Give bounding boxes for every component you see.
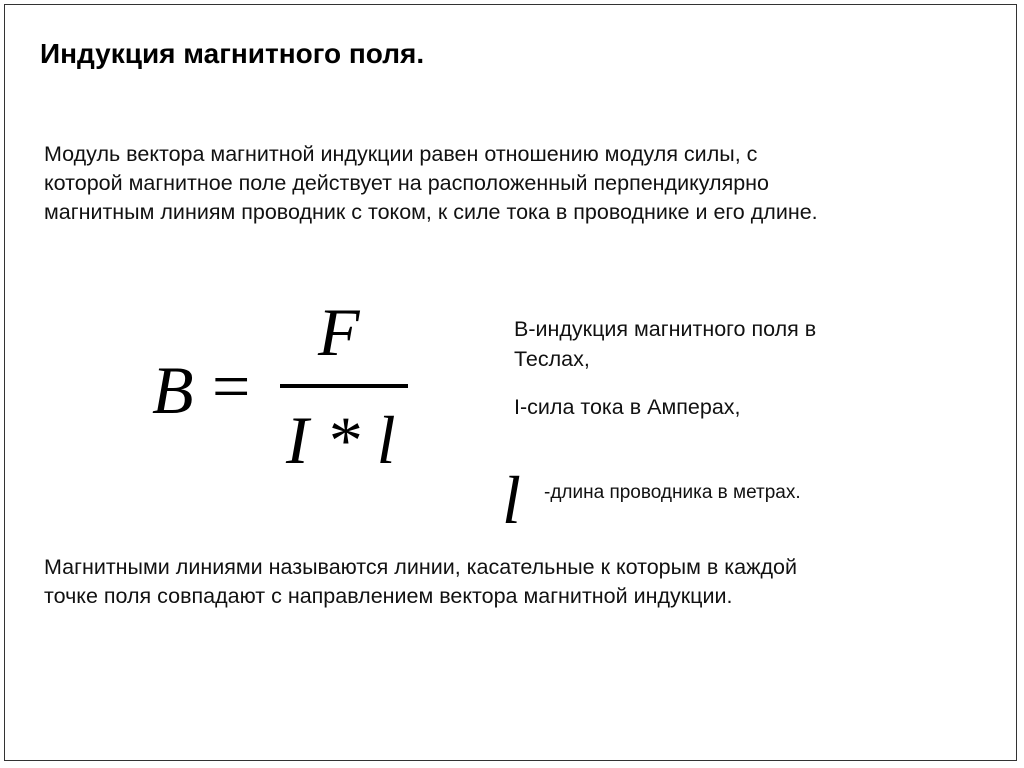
paragraph-line: Магнитными линиями называются линии, касательные к которым в каждой (44, 555, 797, 579)
slide-title: Индукция магнитного поля. (40, 38, 425, 69)
length-description: -длина проводника в метрах. (544, 482, 801, 503)
paragraph-line: Модуль вектора магнитной индукции равен отношению модуля силы, с (44, 142, 758, 166)
paragraph-line: магнитным линиям проводник с током, к силе тока в проводнике и его длине. (44, 200, 818, 224)
formula-numerator: F (318, 294, 360, 370)
legend-i-line: I-сила тока в Амперах, (514, 395, 741, 419)
magnetic-lines-paragraph (44, 553, 994, 611)
formula-legend (514, 314, 816, 422)
formula-lhs: B (152, 352, 194, 428)
fraction-bar (280, 384, 408, 388)
induction-formula (150, 294, 420, 483)
formula-equals: = (212, 348, 251, 424)
paragraph-line: которой магнитное поле действует на расположенный перпендикулярно (44, 171, 770, 195)
length-symbol: l (502, 462, 521, 538)
formula-denominator: I * l (286, 402, 396, 478)
legend-b-line2: Теслах, (514, 347, 590, 371)
legend-b-line1: В-индукция магнитного поля в (514, 317, 817, 341)
paragraph-line: точке поля совпадают с направлением вектора магнитной индукции. (44, 584, 733, 608)
definition-paragraph (44, 140, 994, 227)
